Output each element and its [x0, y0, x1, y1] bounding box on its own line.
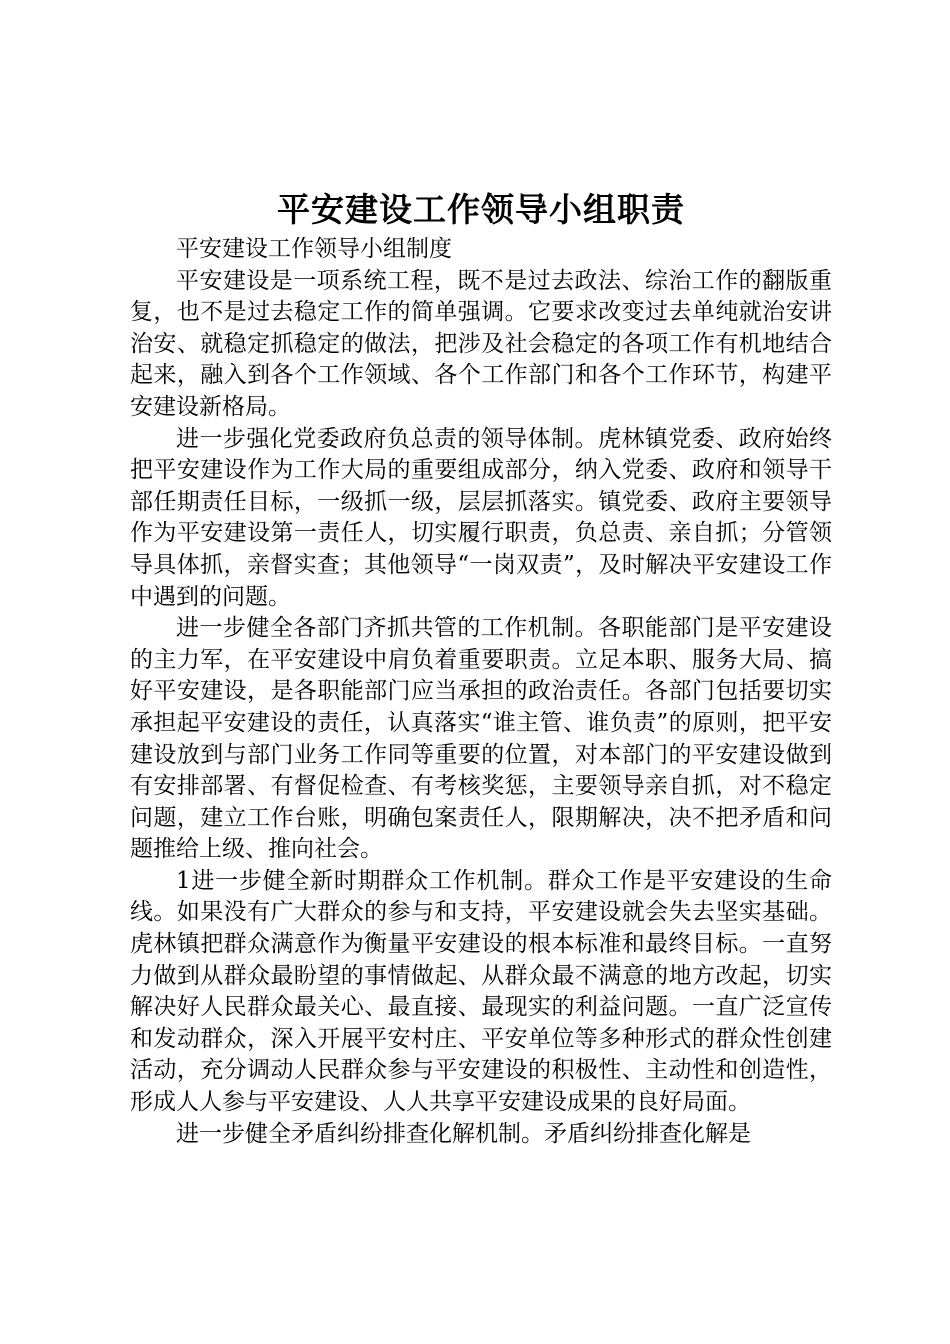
document-title: 平安建设工作领导小组职责: [277, 190, 685, 229]
paragraph-leadership: 进一步强化党委政府负总责的领导体制。虎林镇党委、政府始终把平安建设作为工作大局的重要组成部分，纳入党委、政府和领导干部任期责任目标，一级抓一级，层层抓落实。镇党委、政府主要领导作为平安建设第一责任人，切实履行职责，负总责、亲自抓；分管领导具体抓，亲督实查；其他领导“一岗双责”，及时解决平安建设工作中遇到的问题。: [130, 425, 832, 610]
paragraph-departments: 进一步健全各部门齐抓共管的工作机制。各职能部门是平安建设的主力军，在平安建设中肩负着重要职责。立足本职、服务大局、搞好平安建设，是各职能部门应当承担的政治责任。各部门包括要切实承担起平安建设的责任，认真落实“谁主管、谁负责”的原则，把平安建设放到与部门业务工作同等重要的位置，对本部门的平安建设做到有安排部署、有督促检查、有考核奖惩，主要领导亲自抓，对不稳定问题，建立工作台账，明确包案责任人，限期解决，决不把矛盾和问题推给上级、推向社会。: [130, 615, 832, 863]
paragraph-masses: 1进一步健全新时期群众工作机制。群众工作是平安建设的生命线。如果没有广大群众的参与和支持，平安建设就会失去坚实基础。虎林镇把群众满意作为衡量平安建设的根本标准和最终目标。一直努力做到从群众最盼望的事情做起、从群众最不满意的地方改起，切实解决好人民群众最关心、最直接、最现实的利益问题。一直广泛宣传和发动群众，深入开展平安村庄、平安单位等多种形式的群众性创建活动，充分调动人民群众参与平安建设的积极性、主动性和创造性，形成人人参与平安建设、人人共享平安建设成果的良好局面。: [130, 867, 832, 1116]
paragraph-disputes: 进一步健全矛盾纠纷排查化解机制。矛盾纠纷排查化解是: [176, 1120, 751, 1147]
paragraph-subtitle: 平安建设工作领导小组制度: [176, 236, 452, 262]
document-page: [130, 190, 832, 1150]
paragraph-intro: 平安建设是一项系统工程，既不是过去政法、综治工作的翻版重复，也不是过去稳定工作的简单强调。它要求改变过去单纯就治安讲治安、就稳定抓稳定的做法，把涉及社会稳定的各项工作有机地结合起来，融入到各个工作领域、各个工作部门和各个工作环节，构建平安建设新格局。: [130, 267, 832, 420]
